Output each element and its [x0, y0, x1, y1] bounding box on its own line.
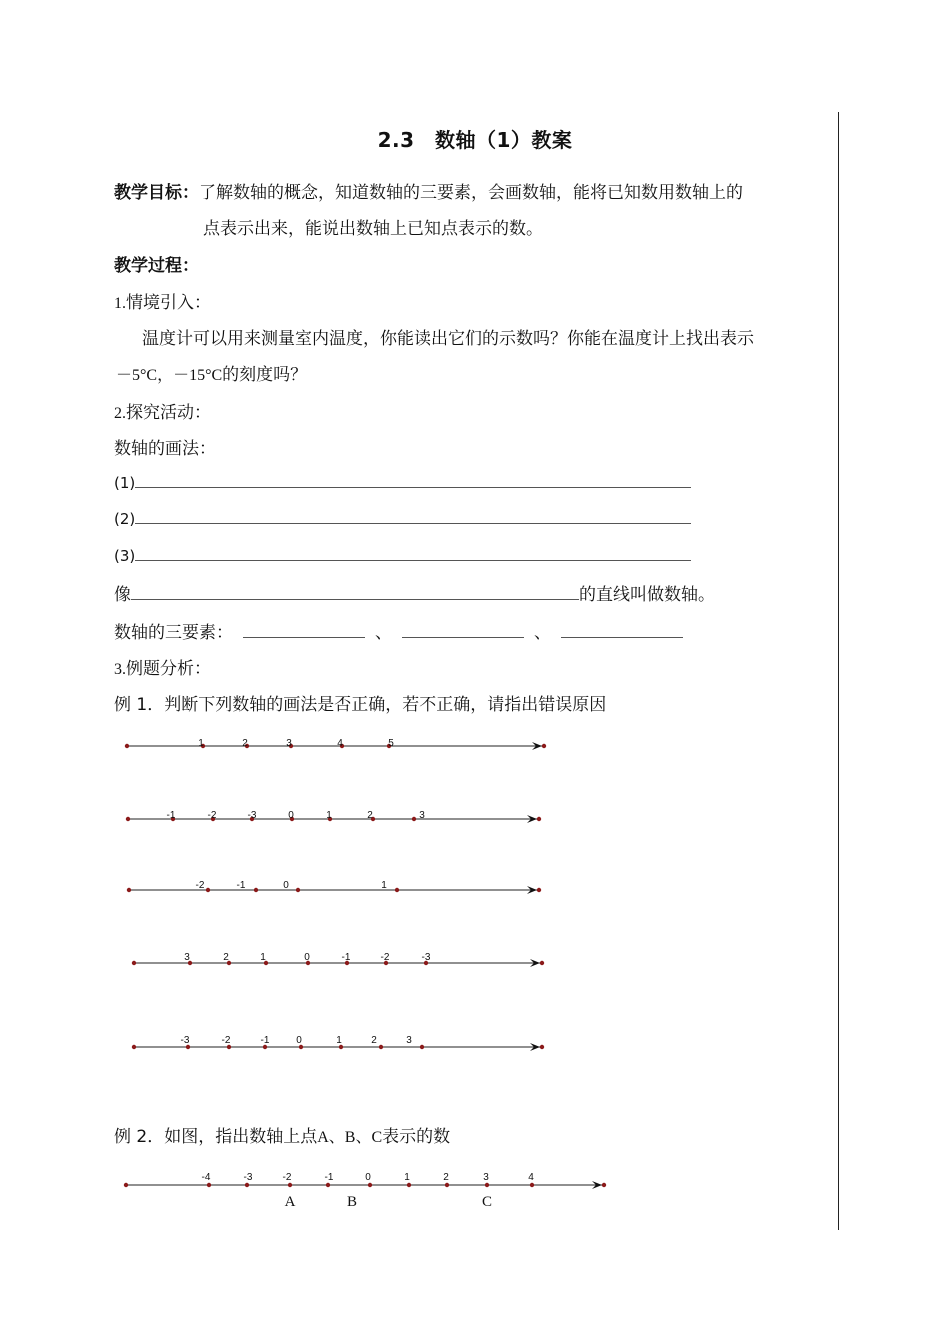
point-label-a: A [284, 1194, 296, 1210]
tick-label: 1 [260, 952, 266, 963]
example2-text-a: 例 2．如图，指出数轴上点 [114, 1127, 318, 1147]
tick-label: -3 [247, 810, 257, 821]
tick-label: -2 [221, 1035, 231, 1046]
tick-dot [207, 1183, 211, 1187]
process-label: 教学过程： [114, 256, 199, 276]
tick-dot [445, 1183, 449, 1187]
three-elements-label: 数轴的三要素： [114, 623, 233, 643]
tick-label: 1 [404, 1172, 410, 1183]
tick-label: -1 [260, 1035, 270, 1046]
tick-label: -3 [180, 1035, 190, 1046]
section1-number: 1. [114, 295, 126, 312]
section1-title: 情境引入： [126, 293, 211, 313]
section3-number: 3. [114, 661, 126, 678]
item-number: (3) [114, 547, 136, 565]
tick-dot [407, 1183, 411, 1187]
tick-dot [395, 888, 399, 892]
tick-label: 0 [296, 1035, 302, 1046]
tick-label: 3 [483, 1172, 489, 1183]
tick-label: -3 [421, 952, 431, 963]
tick-dot [288, 1183, 292, 1187]
tick-dot [412, 817, 416, 821]
tick-label: 2 [443, 1172, 449, 1183]
axis-end-dot-6 [537, 817, 541, 821]
tick-dot [530, 1183, 534, 1187]
tick-dot [296, 888, 300, 892]
tick-dot [485, 1183, 489, 1187]
tick-label: 1 [326, 810, 332, 821]
tick-label: 0 [365, 1172, 371, 1183]
tick-dot [420, 1045, 424, 1049]
section1-text-2-tail: 的刻度吗？ [222, 365, 308, 385]
axis-origin-dot-6 [126, 817, 130, 821]
objective-text-1: 了解数轴的概念，知道数轴的三要素，会画数轴，能将已知数用数轴上的 [199, 183, 743, 203]
example1-text: 例 1．判断下列数轴的画法是否正确，若不正确，请指出错误原因 [114, 695, 607, 715]
section3-title: 例题分析： [126, 659, 211, 679]
axis-end-dot-7 [542, 744, 546, 748]
tick-label: -4 [201, 1172, 211, 1183]
section2-title: 探究活动： [126, 403, 211, 423]
tick-dot [379, 1045, 383, 1049]
item-number: (2) [114, 510, 136, 528]
tick-dot [206, 888, 210, 892]
tick-dot [245, 1183, 249, 1187]
tick-label: -1 [166, 810, 176, 821]
tick-label: 4 [337, 738, 343, 749]
item-number: (1) [114, 474, 136, 492]
temperature-values: －5°C，－15°C [116, 367, 223, 384]
tick-label: -2 [195, 880, 205, 891]
tick-label: 3 [184, 952, 190, 963]
point-label-c: C [481, 1194, 493, 1210]
tick-dot [368, 1183, 372, 1187]
tick-label: 2 [371, 1035, 377, 1046]
tick-label: 1 [381, 880, 387, 891]
tick-label: 0 [283, 880, 289, 891]
axis-origin-dot-10 [124, 1183, 128, 1187]
tick-label: 2 [223, 952, 229, 963]
axis-origin-dot-7 [127, 888, 131, 892]
tick-label: 4 [528, 1172, 534, 1183]
drawing-method-label: 数轴的画法： [114, 439, 216, 459]
section2-number: 2. [114, 405, 126, 422]
separator: 、 [534, 623, 551, 643]
tick-label: -3 [243, 1172, 253, 1183]
objective-label: 教学目标： [114, 183, 199, 203]
tick-label: 5 [388, 738, 394, 749]
definition-prefix: 像 [114, 585, 131, 605]
tick-label: 3 [406, 1035, 412, 1046]
example2-points: A、B、C [317, 1129, 383, 1146]
axis-origin-dot-8 [132, 1045, 136, 1049]
page-title: 2.3 数轴（1）教案 [377, 128, 573, 152]
tick-dot [326, 1183, 330, 1187]
section1-text-1: 温度计可以用来测量室内温度，你能读出它们的示数吗？你能在温度计上找出表示 [142, 329, 754, 349]
tick-label: -1 [236, 880, 246, 891]
separator: 、 [375, 623, 392, 643]
tick-label: -1 [324, 1172, 334, 1183]
example2-text-b: 表示的数 [382, 1127, 451, 1147]
tick-label: -2 [282, 1172, 292, 1183]
definition-suffix: 的直线叫做数轴。 [579, 585, 715, 605]
tick-label: -1 [341, 952, 351, 963]
axis-end-dot-10 [602, 1183, 606, 1187]
tick-label: 2 [242, 738, 248, 749]
axis-origin-dot-7 [125, 744, 129, 748]
tick-label: 3 [419, 810, 425, 821]
objective-line-2: 点表示出来，能说出数轴上已知点表示的数。 [203, 219, 543, 239]
tick-label: 0 [304, 952, 310, 963]
axis-end-dot-7 [537, 888, 541, 892]
tick-label: -2 [380, 952, 390, 963]
axis-end-dot-8 [540, 1045, 544, 1049]
tick-dot [254, 888, 258, 892]
tick-label: 1 [198, 738, 204, 749]
point-label-b: B [346, 1194, 358, 1210]
tick-label: 3 [286, 738, 292, 749]
tick-label: 0 [288, 810, 294, 821]
axis-end-dot-7 [540, 961, 544, 965]
tick-label: 1 [336, 1035, 342, 1046]
tick-label: -2 [207, 810, 217, 821]
tick-label: 2 [367, 810, 373, 821]
axis-origin-dot-7 [132, 961, 136, 965]
